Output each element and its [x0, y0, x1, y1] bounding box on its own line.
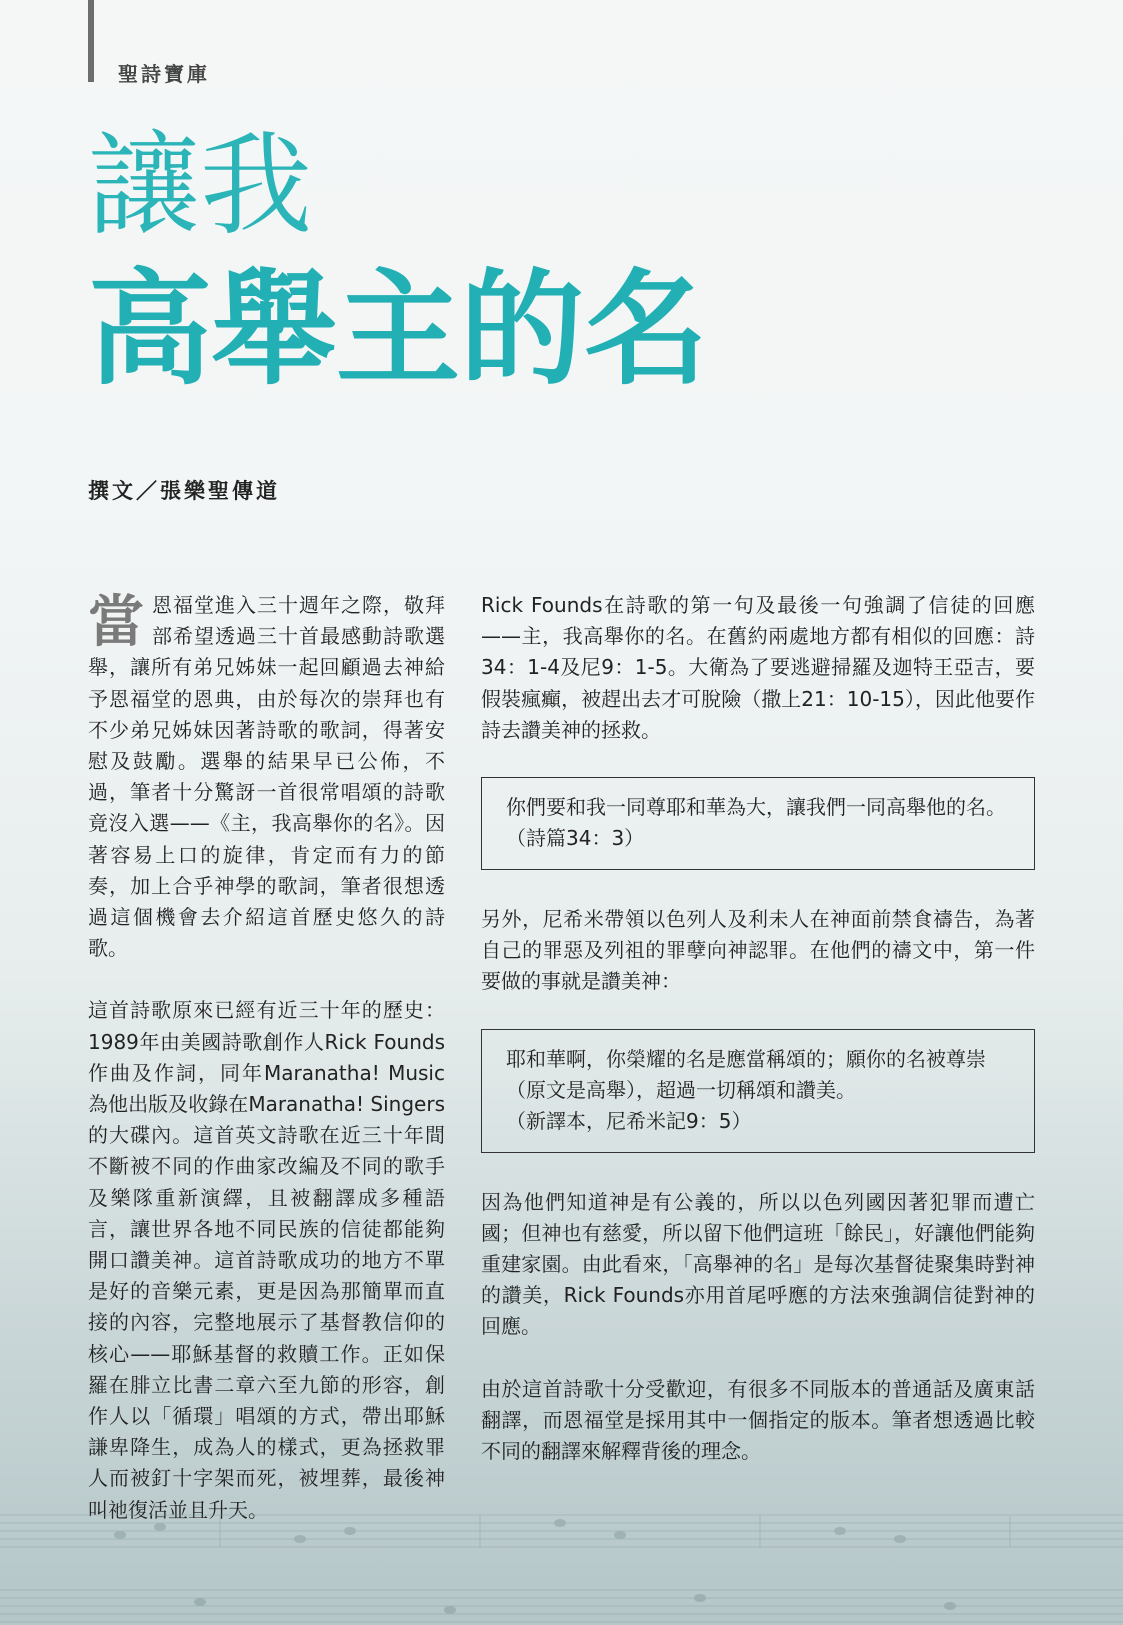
quote-text: 你們要和我一同尊耶和華為大，讓我們一同高舉他的名。 — [506, 795, 1006, 820]
section-label: 聖詩寶庫 — [118, 62, 210, 86]
quote-reference: （新譯本，尼希米記9：5） — [506, 1108, 752, 1133]
paragraph-translations: 由於這首詩歌十分受歡迎，有很多不同版本的普通話及廣東話翻譯，而恩福堂是採用其中一個指定的版本。筆者想透過比較不同的翻譯來解釋背後的理念。 — [481, 1376, 1035, 1464]
title-line-1: 讓我 — [88, 121, 312, 251]
scripture-quote-psalm — [481, 777, 1035, 870]
paragraph-intro-text: 恩福堂進入三十週年之際，敬拜部希望透過三十首最感動詩歌選舉，讓所有弟兄姊妹一起回顧過去神給予恩福堂的恩典，由於每次的崇拜也有不少弟兄姊妹因著詩歌的歌詞，得著安慰及鼓勵。選舉的結果早已公佈，不過，筆者十分驚訝一首很常唱頌的詩歌竟沒入選——《主，我高舉你的名》。因著容易上口的旋律，肯定而有力的節奏，加上合乎神學的歌詞，筆者很想透過這個機會去介紹這首歷史悠久的詩歌。 — [88, 593, 445, 961]
byline-author: 張樂聖傳道 — [160, 479, 280, 503]
scripture-quote-nehemiah — [481, 1029, 1035, 1153]
byline-prefix: 撰文／ — [88, 479, 160, 503]
header-accent-bar — [88, 0, 94, 82]
dropcap: 當 — [88, 589, 144, 655]
paragraph-nehemiah: 另外，尼希米帶領以色列人及利未人在神面前禁食禱告，為著自己的罪惡及列祖的罪孽向神認罪。在他們的禱文中，第一件要做的事就是讚美神： — [481, 907, 1035, 994]
paragraph-intro — [88, 590, 445, 964]
quote-reference: （詩篇34：3） — [506, 826, 645, 851]
byline — [88, 475, 280, 505]
quote-text-line1: 耶和華啊，你榮耀的名是應當稱頌的；願你的名被尊崇 — [506, 1046, 986, 1071]
paragraph-remnant: 因為他們知道神是有公義的，所以以色列國因著犯罪而遭亡國；但神也有慈愛，所以留下他們這班「餘民」，好讓他們能夠重建家園。由此看來，「高舉神的名」是每次基督徒聚集時對神的讚美，Rick Founds亦用首尾呼應的方法來強調信徒對神的回應。 — [481, 1189, 1035, 1339]
left-column — [88, 590, 445, 1557]
right-column — [481, 590, 1035, 1498]
sheet-music-icon — [0, 1495, 1123, 1625]
paragraph-response: Rick Founds在詩歌的第一句及最後一句強調了信徒的回應——主，我高舉你的名。在舊約兩處地方都有相似的回應：詩34：1-4及尼9：1-5。大衛為了要逃避掃羅及迦特王亞吉，要假裝瘋癲，被趕出去才可脫險（撒上21：10-15），因此他要作詩去讚美神的拯救。 — [481, 593, 1035, 742]
quote-text-line2: （原文是高舉），超過一切稱頌和讚美。 — [506, 1077, 856, 1102]
title-line-2: 高舉主的名 — [88, 258, 709, 402]
paragraph-history: 這首詩歌原來已經有近三十年的歷史：1989年由美國詩歌創作人Rick Founds作曲及作詞，同年Maranatha! Music為他出版及收錄在Maranatha! Singers的大碟內。這首英文詩歌在近三十年間不斷被不同的作曲家改編及不同的歌手及樂隊重新演繹，且被翻譯成多種語言，讓世界各地不同民族的信徒都能夠開口讚美神。這首詩歌成功的地方不單是好的音樂元素，更是因為那簡單而直接的內容，完整地展示了基督教信仰的核心——耶穌基督的救贖工作。正如保羅在腓立比書二章六至九節的形容，創作人以「循環」唱頌的方式，帶出耶穌謙卑降生，成為人的樣式，更為拯救罪人而被釘十字架而死，被埋葬，最後神叫祂復活並且升天。 — [88, 998, 445, 1522]
